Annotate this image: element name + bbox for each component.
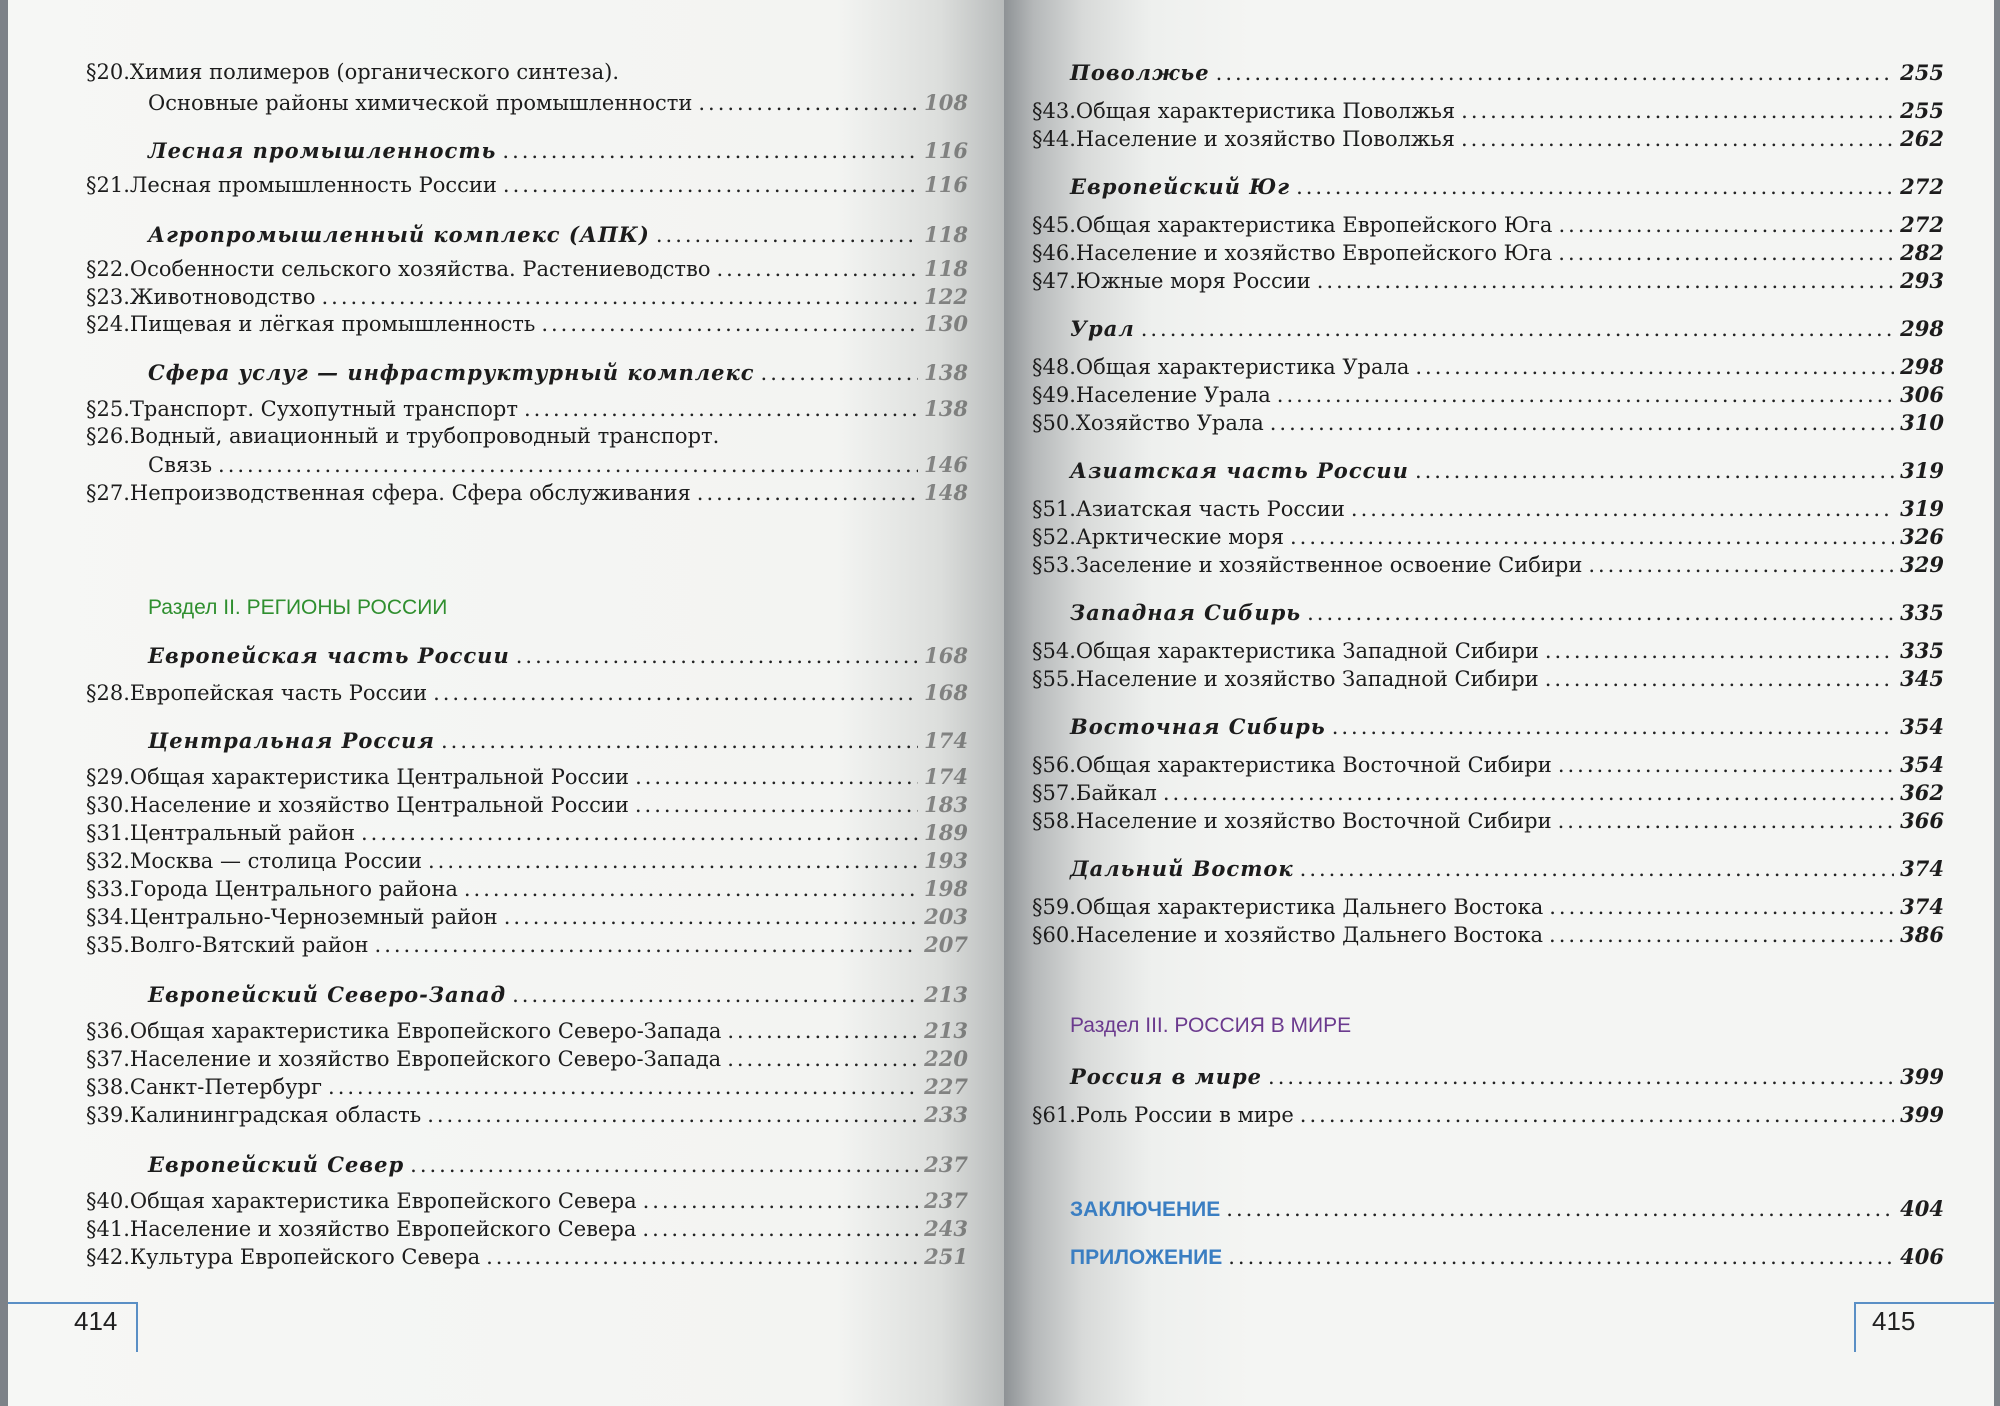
page-reference: 366 [1900, 808, 1944, 833]
toc-entry[interactable] [1032, 780, 1944, 805]
page-reference: 386 [1900, 922, 1944, 947]
entry-title: Байкал [1075, 781, 1157, 805]
page-reference: 213 [924, 982, 968, 1007]
section-number: §49. [1032, 383, 1076, 407]
section-number: §41. [86, 1217, 130, 1241]
entry-title: Общая характеристика Центральной России [129, 765, 630, 789]
leader-dots [410, 1153, 918, 1177]
toc-entry[interactable] [86, 311, 968, 336]
page-reference: 406 [1900, 1244, 1944, 1269]
toc-entry[interactable] [1032, 1102, 1944, 1127]
leader-dots [1588, 553, 1894, 577]
entry-title: Непроизводственная сфера. Сфера обслуживания [129, 481, 691, 505]
entry-title: Животноводство [129, 285, 316, 309]
section-number: §39. [86, 1103, 130, 1127]
toc-heading[interactable] [148, 728, 968, 753]
section-number: §45. [1032, 213, 1076, 237]
page-reference: 255 [1900, 60, 1944, 85]
page-reference: 237 [924, 1188, 968, 1213]
page-reference: 345 [1900, 666, 1944, 691]
toc-entry[interactable] [1032, 496, 1944, 521]
page-reference: 174 [924, 764, 968, 789]
page-reference: 168 [924, 680, 968, 705]
entry-title: Сфера услуг — инфраструктурный комплекс [148, 360, 755, 385]
entry-title: Химия полимеров (органического синтеза). [129, 60, 620, 84]
page-reference: 329 [1900, 552, 1944, 577]
page-reference: 122 [924, 284, 968, 309]
page-reference: 148 [924, 480, 968, 505]
section-number: §35. [86, 933, 130, 957]
entry-title: Общая характеристика Урала [1075, 355, 1410, 379]
leader-dots [1300, 857, 1895, 881]
entry-title: Лесная промышленность [148, 138, 497, 163]
toc-entry[interactable] [86, 904, 968, 929]
toc-entry[interactable] [86, 1188, 968, 1213]
leader-dots [1558, 241, 1894, 265]
entry-title: Общая характеристика Европейского Юга [1075, 213, 1553, 237]
section-number: §26. [86, 424, 130, 448]
leader-dots [441, 729, 918, 753]
entry-title: Агропромышленный комплекс (АПК) [148, 222, 650, 247]
page-reference: 118 [924, 222, 968, 247]
section-number: §29. [86, 765, 130, 789]
leader-dots [1296, 175, 1894, 199]
leader-dots [1268, 1065, 1894, 1089]
entry-title: Южные моря России [1075, 269, 1311, 293]
section-number: §31. [86, 821, 130, 845]
toc-heading[interactable] [148, 643, 968, 668]
toc-heading[interactable] [1070, 60, 1944, 85]
section-number: §55. [1032, 667, 1076, 691]
toc-entry[interactable] [1032, 922, 1944, 947]
toc-heading[interactable] [148, 360, 968, 385]
page-number-rule [1854, 1302, 1994, 1304]
leader-dots [1300, 1103, 1894, 1127]
leader-dots [512, 983, 918, 1007]
entry-title: Хозяйство Урала [1075, 411, 1264, 435]
leader-dots [464, 877, 918, 901]
section-number: §60. [1032, 923, 1076, 947]
page-number-rule-vertical [136, 1302, 138, 1352]
entry-title: Общая характеристика Европейского Северо-Запада [129, 1019, 722, 1043]
toc-entry[interactable] [1032, 268, 1944, 293]
section-number: §20. [86, 60, 130, 84]
leader-dots [218, 453, 918, 477]
section-number: §58. [1032, 809, 1076, 833]
section-number: §33. [86, 877, 130, 901]
section-number: §40. [86, 1189, 130, 1213]
leader-dots [642, 1217, 918, 1241]
toc-heading[interactable] [1070, 316, 1944, 341]
section-number: §38. [86, 1075, 130, 1099]
section-number: §48. [1032, 355, 1076, 379]
leader-dots [1216, 61, 1895, 85]
page-reference: 130 [924, 311, 968, 336]
leader-dots [635, 793, 918, 817]
toc-entry[interactable] [86, 1074, 968, 1099]
leader-dots [321, 285, 918, 309]
section-number: §44. [1032, 127, 1076, 151]
leader-dots [1545, 667, 1894, 691]
page-reference: 306 [1900, 382, 1944, 407]
entry-title: Население и хозяйство Восточной Сибири [1075, 809, 1552, 833]
page-reference: 362 [1900, 780, 1944, 805]
entry-title: Азиатская часть России [1075, 497, 1345, 521]
page-reference: 310 [1900, 410, 1944, 435]
page-reference: 374 [1900, 856, 1944, 881]
toc-entry[interactable] [1032, 240, 1944, 265]
page-reference: 319 [1900, 496, 1944, 521]
leader-dots [698, 91, 918, 115]
toc-entry[interactable] [86, 876, 968, 901]
toc-entry[interactable] [1032, 552, 1944, 577]
entry-title: Города Центрального района [129, 877, 458, 901]
section-number: §25. [86, 397, 130, 421]
entry-title: Население и хозяйство Центральной России [129, 793, 629, 817]
section-number: §21. [86, 173, 130, 197]
entry-title: ПРИЛОЖЕНИЕ [1070, 1246, 1223, 1269]
toc-entry[interactable] [1032, 894, 1944, 919]
entry-title: Культура Европейского Севера [129, 1245, 481, 1269]
entry-title: Европейский Северо-Запад [148, 982, 507, 1007]
page-reference: 174 [924, 728, 968, 753]
toc-entry[interactable] [148, 90, 968, 115]
page-reference: 335 [1900, 600, 1944, 625]
entry-title: Азиатская часть России [1070, 458, 1409, 483]
entry-title: Население и хозяйство Европейского Юга [1075, 241, 1553, 265]
page-number: 415 [1872, 1306, 1916, 1336]
page-reference: 116 [924, 138, 968, 163]
page-reference: 183 [924, 792, 968, 817]
page-reference: 326 [1900, 524, 1944, 549]
entry-title: Калининградская область [129, 1103, 422, 1127]
leader-dots [1549, 895, 1894, 919]
page-reference: 168 [924, 643, 968, 668]
toc-entry[interactable] [86, 396, 968, 421]
toc-entry[interactable] [1032, 212, 1944, 237]
leader-dots [1163, 781, 1894, 805]
toc-entry[interactable] [1032, 98, 1944, 123]
leader-dots [433, 681, 918, 705]
leader-dots [1351, 497, 1894, 521]
leader-dots [1270, 411, 1894, 435]
section-number: §34. [86, 905, 130, 929]
leader-dots [727, 1019, 918, 1043]
toc-heading[interactable] [1070, 458, 1944, 483]
page-reference: 220 [924, 1046, 968, 1071]
section-number: §57. [1032, 781, 1076, 805]
entry-title: Центрально-Черноземный район [129, 905, 498, 929]
leader-dots [1461, 99, 1894, 123]
page-reference: 262 [1900, 126, 1944, 151]
entry-title: Санкт-Петербург [129, 1075, 323, 1099]
leader-dots [1228, 1245, 1894, 1269]
toc-entry[interactable] [86, 424, 968, 448]
page-reference: 233 [924, 1102, 968, 1127]
entry-title: Основные районы химической промышленности [148, 91, 693, 115]
leader-dots [504, 905, 918, 929]
section-number: §54. [1032, 639, 1076, 663]
toc-heading[interactable] [1070, 1064, 1944, 1089]
page-reference: 404 [1900, 1196, 1944, 1221]
toc-entry[interactable] [1032, 638, 1944, 663]
toc-entry[interactable] [86, 848, 968, 873]
section-number: §61. [1032, 1103, 1076, 1127]
page-reference: 146 [924, 452, 968, 477]
page-reference: 255 [1900, 98, 1944, 123]
section-number: §46. [1032, 241, 1076, 265]
leader-dots [1332, 715, 1894, 739]
leader-dots [361, 821, 918, 845]
toc-entry[interactable] [86, 820, 968, 845]
entry-title: Общая характеристика Дальнего Востока [1075, 895, 1544, 919]
page-reference: 237 [924, 1152, 968, 1177]
toc-entry[interactable] [148, 452, 968, 477]
page-reference: 138 [924, 360, 968, 385]
page-reference: 198 [924, 876, 968, 901]
entry-title: Общая характеристика Поволжья [1075, 99, 1456, 123]
toc-entry[interactable] [1032, 354, 1944, 379]
toc-heading[interactable] [148, 222, 968, 247]
entry-title: Волго-Вятский район [129, 933, 369, 957]
page-reference: 399 [1900, 1102, 1944, 1127]
entry-title: Население и хозяйство Поволжья [1075, 127, 1455, 151]
leader-dots [727, 1047, 918, 1071]
page-reference: 108 [924, 90, 968, 115]
entry-title: Население и хозяйство Европейского Северо-Запада [129, 1047, 722, 1071]
toc-heading[interactable] [1070, 856, 1944, 881]
entry-title: Арктические моря [1075, 525, 1284, 549]
section-number: §27. [86, 481, 130, 505]
page-reference: 374 [1900, 894, 1944, 919]
section-number: §30. [86, 793, 130, 817]
toc-entry[interactable] [86, 764, 968, 789]
leader-dots [1558, 753, 1894, 777]
page-reference: 282 [1900, 240, 1944, 265]
entry-title: Заселение и хозяйственное освоение Сибири [1075, 553, 1583, 577]
section-number: §28. [86, 681, 130, 705]
leader-dots [1415, 355, 1894, 379]
leader-dots [643, 1189, 919, 1213]
leader-dots [524, 397, 918, 421]
leader-dots [635, 765, 918, 789]
leader-dots [1415, 459, 1894, 483]
leader-dots [697, 481, 918, 505]
section-number: §53. [1032, 553, 1076, 577]
page-reference: 272 [1900, 174, 1944, 199]
toc-entry[interactable] [86, 480, 968, 505]
section-number: §56. [1032, 753, 1076, 777]
entry-title: Общая характеристика Европейского Севера [129, 1189, 637, 1213]
toc-heading[interactable] [1070, 174, 1944, 199]
section-number: §36. [86, 1019, 130, 1043]
toc-entry[interactable] [86, 284, 968, 309]
entry-title: Дальний Восток [1070, 856, 1294, 881]
page-number-rule-vertical [1854, 1302, 1856, 1352]
entry-title: Транспорт. Сухопутный транспорт [129, 397, 518, 421]
toc-entry[interactable] [1032, 382, 1944, 407]
page-reference: 319 [1900, 458, 1944, 483]
section-number: §42. [86, 1245, 130, 1269]
leader-dots [516, 644, 918, 668]
entry-title: Урал [1070, 316, 1135, 341]
entry-title: Лесная промышленность России [129, 173, 497, 197]
page-number: 414 [74, 1306, 118, 1336]
entry-title: Пищевая и лёгкая промышленность [129, 312, 536, 336]
entry-title: Восточная Сибирь [1070, 714, 1326, 739]
section-number: §22. [86, 257, 130, 281]
toc-entry[interactable] [1032, 666, 1944, 691]
toc-entry[interactable] [86, 60, 968, 84]
toc-entry[interactable] [86, 172, 968, 197]
entry-title: Население и хозяйство Дальнего Востока [1075, 923, 1544, 947]
toc-heading[interactable] [148, 1152, 968, 1177]
entry-title: Роль России в мире [1075, 1103, 1294, 1127]
page-reference: 203 [924, 904, 968, 929]
toc-entry[interactable] [1032, 752, 1944, 777]
toc-entry[interactable] [1032, 126, 1944, 151]
entry-title: Особенности сельского хозяйства. Растениеводство [129, 257, 711, 281]
leader-dots [656, 223, 918, 247]
entry-title: Общая характеристика Западной Сибири [1075, 639, 1539, 663]
entry-title: Центральный район [129, 821, 355, 845]
leader-dots [1545, 639, 1894, 663]
toc-entry[interactable] [86, 932, 968, 957]
entry-title: Связь [148, 453, 213, 477]
leader-dots [328, 1075, 918, 1099]
section-number: §24. [86, 312, 130, 336]
toc-entry[interactable] [86, 1102, 968, 1127]
entry-title: Поволжье [1070, 60, 1210, 85]
leader-dots [1558, 809, 1895, 833]
leader-dots [375, 933, 919, 957]
section-title: Раздел III. РОССИЯ В МИРЕ [1070, 1014, 1352, 1037]
entry-title: Население и хозяйство Западной Сибири [1075, 667, 1539, 691]
section-title: Раздел II. РЕГИОНЫ РОССИИ [148, 596, 448, 619]
leader-dots [503, 173, 918, 197]
leader-dots [1290, 525, 1894, 549]
page-reference: 213 [924, 1018, 968, 1043]
leader-dots [1277, 383, 1894, 407]
section-number: §50. [1032, 411, 1076, 435]
entry-title: Население Урала [1075, 383, 1271, 407]
toc-heading[interactable] [148, 138, 968, 163]
entry-title: Население и хозяйство Европейского Севера [129, 1217, 637, 1241]
toc-heading[interactable] [1070, 714, 1944, 739]
entry-title: Европейская часть России [129, 681, 428, 705]
entry-title: Европейская часть России [148, 643, 510, 668]
page-reference: 207 [924, 932, 968, 957]
left-page [8, 0, 1044, 1406]
leader-dots [1226, 1197, 1894, 1221]
section-number: §37. [86, 1047, 130, 1071]
toc-entry[interactable] [1032, 808, 1944, 833]
page-reference: 399 [1900, 1064, 1944, 1089]
page-reference: 243 [924, 1216, 968, 1241]
leader-dots [1141, 317, 1894, 341]
leader-dots [486, 1245, 918, 1269]
toc-heading[interactable] [1070, 600, 1944, 625]
page-number-rule [8, 1302, 136, 1304]
page-reference: 298 [1900, 316, 1944, 341]
leader-dots [1549, 923, 1894, 947]
entry-title: Москва — столица России [129, 849, 422, 873]
entry-title: ЗАКЛЮЧЕНИЕ [1070, 1198, 1221, 1221]
toc-entry[interactable] [1032, 524, 1944, 549]
page-reference: 251 [924, 1244, 968, 1269]
toc-entry[interactable] [86, 792, 968, 817]
leader-dots [761, 361, 919, 385]
entry-title: Европейский Север [148, 1152, 405, 1177]
right-page [1004, 0, 1994, 1406]
section-number: §43. [1032, 99, 1076, 123]
leader-dots [502, 139, 918, 163]
toc-entry[interactable] [86, 256, 968, 281]
page-reference: 298 [1900, 354, 1944, 379]
page-reference: 116 [924, 172, 968, 197]
toc-entry[interactable] [86, 1216, 968, 1241]
section-number: §51. [1032, 497, 1076, 521]
page-reference: 272 [1900, 212, 1944, 237]
entry-title: Центральная Россия [148, 728, 435, 753]
toc-entry[interactable] [86, 680, 968, 705]
leader-dots [1317, 269, 1894, 293]
toc-entry[interactable] [86, 1018, 968, 1043]
toc-entry[interactable] [86, 1244, 968, 1269]
leader-dots [716, 257, 918, 281]
leader-dots [1558, 213, 1894, 237]
leader-dots [541, 312, 918, 336]
leader-dots [1461, 127, 1894, 151]
leader-dots [428, 849, 918, 873]
page-reference: 354 [1900, 752, 1944, 777]
entry-title: Водный, авиационный и трубопроводный транспорт. [129, 424, 720, 448]
section-number: §52. [1032, 525, 1076, 549]
page-reference: 354 [1900, 714, 1944, 739]
section-number: §32. [86, 849, 130, 873]
page-reference: 227 [924, 1074, 968, 1099]
page-reference: 193 [924, 848, 968, 873]
entry-title: Общая характеристика Восточной Сибири [1075, 753, 1552, 777]
toc-entry[interactable] [1032, 410, 1944, 435]
leader-dots [1307, 601, 1894, 625]
leader-dots [427, 1103, 918, 1127]
section-number: §59. [1032, 895, 1076, 919]
toc-entry[interactable] [86, 1046, 968, 1071]
page-reference: 293 [1900, 268, 1944, 293]
page-reference: 118 [924, 256, 968, 281]
toc-appendix[interactable] [1070, 1244, 1944, 1270]
toc-heading[interactable] [148, 982, 968, 1007]
page-reference: 189 [924, 820, 968, 845]
toc-conclusion[interactable] [1070, 1196, 1944, 1222]
page-reference: 335 [1900, 638, 1944, 663]
section-number: §47. [1032, 269, 1076, 293]
section-number: §23. [86, 285, 130, 309]
entry-title: Западная Сибирь [1070, 600, 1302, 625]
entry-title: Россия в мире [1070, 1064, 1263, 1089]
entry-title: Европейский Юг [1070, 174, 1291, 199]
page-reference: 138 [924, 396, 968, 421]
